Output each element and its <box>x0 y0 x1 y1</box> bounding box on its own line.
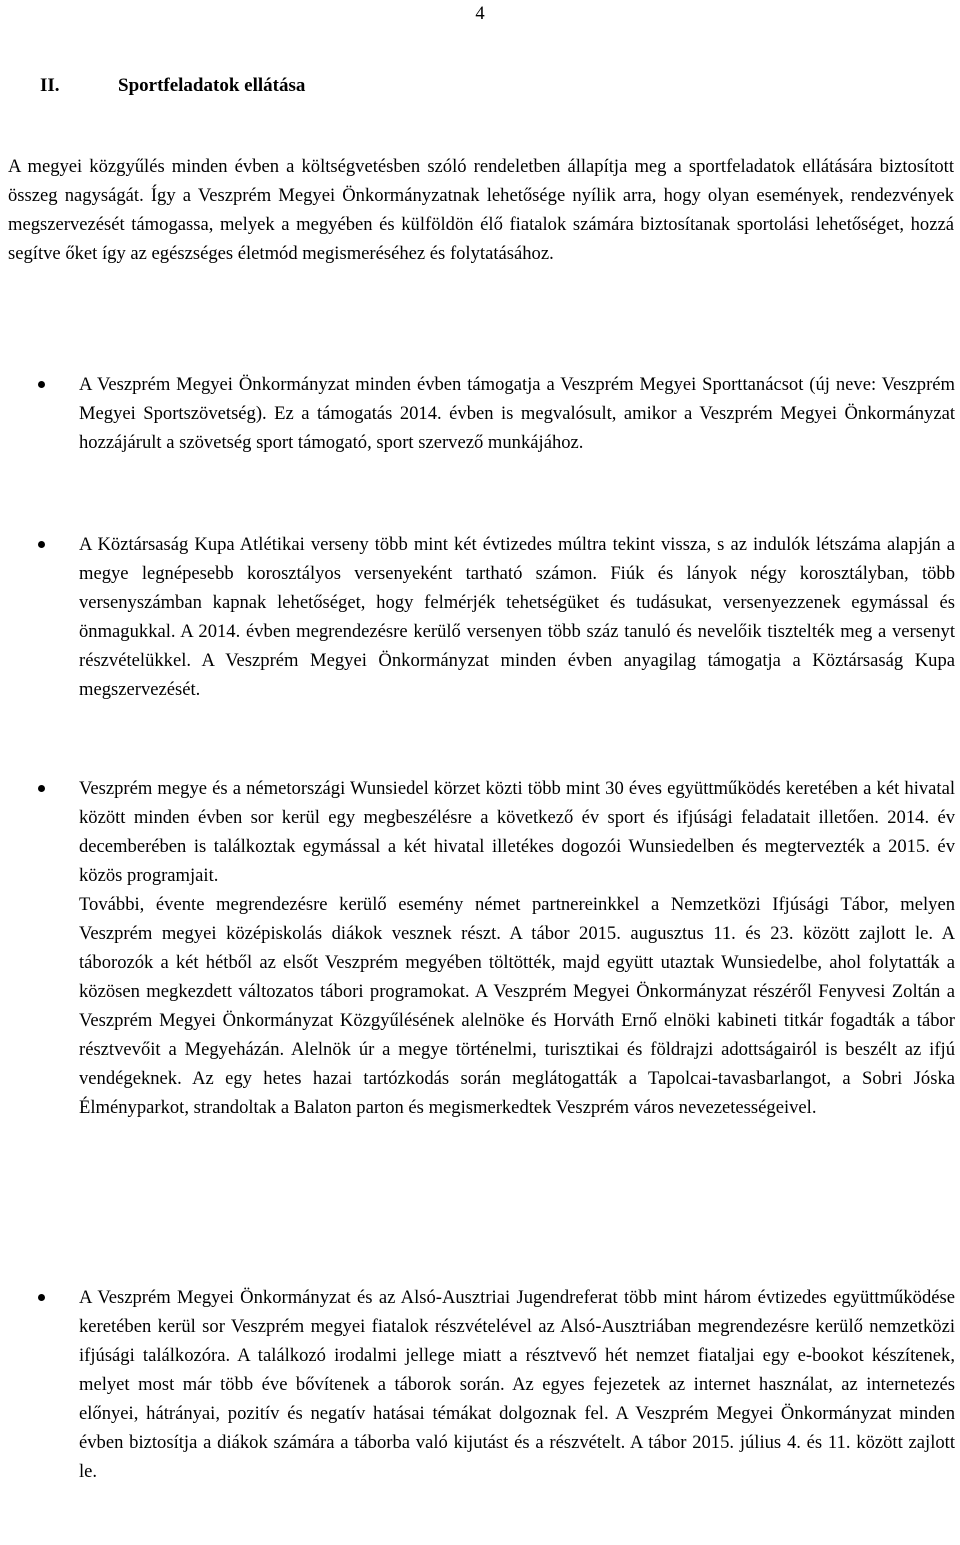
bullet-item-also-ausztria <box>79 1283 955 1486</box>
intro-paragraph: A megyei közgyűlés minden évben a költségvetésben szóló rendeletben állapítja meg a sportfeladatok ellátására biztosított összeg nagyságát. Így a Veszprém Megyei Önkormányzatnak lehetősége nyílik arra, hogy olyan események, rendezvények megszervezését támogassa, melyek a megyében és külföldön élő fiatalok számára biztosítanak sportolási lehetőséget, hozzá segítve őket így az egészséges életmód megismeréséhez és folytatásához. <box>8 156 954 264</box>
section-heading <box>40 73 305 99</box>
bullet-icon <box>38 1294 45 1301</box>
bullet-item-sportszovetseg <box>79 370 955 457</box>
bullet-paragraph: A Veszprém Megyei Önkormányzat és az Alsó-Ausztriai Jugendreferat több mint három évtizedes együttműködése keretében kerül sor Veszprém megyei fiatalok részvételével az Alsó-Ausztriában megrendezésre kerülő nemzetközi ifjúsági találkozóra. A találkozó irodalmi jellege miatt a résztvevő hét nemzet fiataljai egy e-bookot készítenek, melyet most már több éve bővítenek a táborok során. Az egyes fejezetek az internet használat, az internetezés előnyei, hátrányai, pozitív és negatív hatásai témákat dolgoznak fel. A Veszprém Megyei Önkormányzat minden évben biztosítja a diákok számára a táborba való kijutást és a részvételt. A tábor 2015. július 4. és 11. között zajlott le. <box>79 1287 955 1482</box>
bullet-item-koztarsasag-kupa <box>79 530 955 704</box>
bullet-paragraph: A Veszprém Megyei Önkormányzat minden évben támogatja a Veszprém Megyei Sporttanácsot (új neve: Veszprém Megyei Sportszövetség). Ez a támogatás 2014. évben is megvalósult, amikor a Veszprém Megyei Önkormányzat hozzájárult a szövetség sport támogató, sport szervező munkájához. <box>79 374 955 453</box>
bullet-paragraph: A Köztársaság Kupa Atlétikai verseny több mint két évtizedes múltra tekint vissza, s az indulók létszáma alapján a megye legnépesebb korosztályos versenyeként tartható számon. Fiúk és lányok négy korosztályban, több versenyszámban kapnak lehetőséget, hogy felmérjék tehetségüket és tudásukat, versenyezzenek egymással és önmagukkal. A 2014. évben megrendezésre kerülő versenyen több száz tanuló és nevelőik tisztelték meg a versenyt részvételükkel. A Veszprém Megyei Önkormányzat minden évben anyagilag támogatja a Köztársaság Kupa megszervezését. <box>79 534 955 700</box>
section-number: II. <box>40 75 60 96</box>
bullet-icon <box>38 541 45 548</box>
section-title: Sportfeladatok ellátása <box>118 75 306 96</box>
bullet-paragraph: Veszprém megye és a németországi Wunsiedel körzet közti több mint 30 éves együttműködés keretében a két hivatal között minden évben sor kerül egy megbeszélésre a következő év sport és ifjúsági feladatait illetően. 2014. év decemberében is találkoztak egymással a két hivatal illetékes dogozói Wunsiedelben és megtervezték a 2015. év közös programjait. <box>79 778 955 886</box>
bullet-paragraph: További, évente megrendezésre kerülő esemény német partnereinkkel a Nemzetközi Ifjúsági Tábor, melyen Veszprém megyei középiskolás diákok vesznek részt. A tábor 2015. augusztus 11. és 23. között zajlott le. A táborozók a két hétből az elsőt Veszprém megyében töltötték, majd együtt utaztak Wunsiedelbe, ahol folytatták a közösen megkezdett változatos tábori programokat. A Veszprém Megyei Önkormányzat részéről Fenyvesi Zoltán a Veszprém Megyei Önkormányzat Közgyűlésének alelnöke és Horváth Ernő elnöki kabineti titkár fogadták a tábor résztvevőit a Megyeházán. Alelnök úr a megye történelmi, turisztikai és földrajzi adottságairól is beszélt az ifjú vendégeknek. Az egy hetes hazai tartózkodás során meglátogatták a Tapolcai-tavasbarlangot, a Sobri Jóska Élményparkot, strandoltak a Balaton parton és megismerkedtek Veszprém város nevezetességeivel. <box>79 894 955 1118</box>
bullet-icon <box>38 785 45 792</box>
bullet-icon <box>38 381 45 388</box>
page-number: 4 <box>475 3 485 24</box>
bullet-item-wunsiedel <box>79 774 955 1122</box>
